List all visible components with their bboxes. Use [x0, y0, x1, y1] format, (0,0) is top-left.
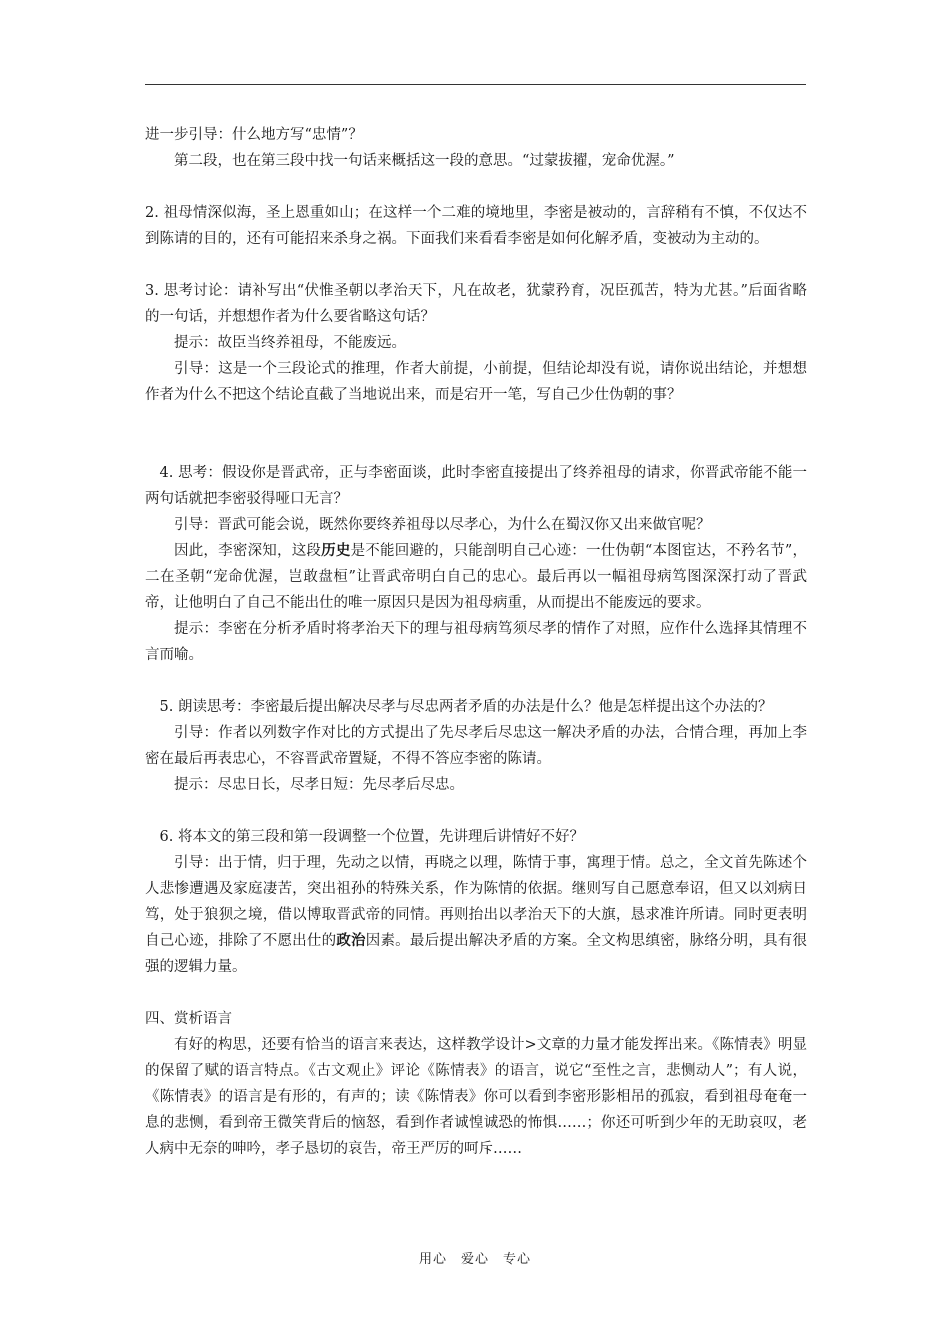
guide-6 [145, 850, 807, 980]
question-5: 5. 朗读思考：李密最后提出解决尽孝与尽忠两者矛盾的办法是什么？他是怎样提出这个办法的？ [159, 699, 773, 715]
header-rule [145, 84, 806, 85]
text-span: 因素。最后提出解决矛盾的方案。全文构思缜密，脉络分明，具有很强的逻辑力量。 [145, 933, 808, 975]
paragraph: 第二段，也在第三段中找一句话来概括这一段的意思。“过蒙拔擢，宠命优渥。” [174, 153, 675, 169]
guide-3: 引导：这是一个三段论式的推理，作者大前提，小前提，但结论却没有说，请你说出结论，并想想作者为什么不把这个结论直截了当地说出来，而是宕开一笔，写自己少仕伪朝的事？ [145, 361, 807, 403]
guide-5: 引导：作者以列数字作对比的方式提出了先尽孝后尽忠这一解决矛盾的办法，合情合理，再加上李密在最后再表忠心，不容晋武帝置疑，不得不答应李密的陈请。 [145, 725, 807, 767]
text-span: 因此，李密深知，这段 [174, 543, 322, 559]
question-2: 2. 祖母情深似海，圣上恩重如山；在这样一个二难的境地里，李密是被动的，言辞稍有不慎，不仅达不到陈请的目的，还有可能招来杀身之祸。下面我们来看看李密是如何化解矛盾，变被动为主动的。 [145, 205, 807, 247]
hint-5: 提示：尽忠日长，尽孝日短：先尽孝后尽忠。 [174, 777, 464, 793]
question-6: 6. 将本文的第三段和第一段调整一个位置，先讲理后讲情好不好？ [159, 829, 584, 845]
guide-line: 进一步引导：什么地方写“忠情”？ [145, 127, 363, 143]
text-span: 是不能回避的，只能剖明自己心迹：一仕伪朝“本图宦达，不矜名节”，二在圣朝“宠命优渥，岂敢盘桓”让晋武帝明白自己的忠心。最后再以一幅祖母病笃图深深打动了晋武帝，让他明白了自己不能出仕的唯一原因只是因为祖母病重，从而提出不能废远的要求。 [145, 543, 808, 611]
hint-4: 提示：李密在分析矛盾时将孝治天下的理与祖母病笃须尽孝的情作了对照，应作什么选择其情理不言而喻。 [145, 621, 807, 663]
text-span: 引导：出于情，归于理，先动之以情，再晓之以理，陈情于事，寓理于情。总之，全文首先陈述个人悲惨遭遇及家庭凄苦，突出祖孙的特殊关系，作为陈情的依据。继则写自己愿意奉诏，但又以刘病日笃，处于狼狈之境，借以博取晋武帝的同情。再则抬出以孝治天下的大旗，恳求准许所请。同时更表明自己心迹，排除了不愿出仕的 [145, 855, 807, 949]
guide-4: 引导：晋武可能会说，既然你要终养祖母以尽孝心，为什么在蜀汉你又出来做官呢？ [174, 517, 711, 533]
page-footer: 用心 爱心 专心 [418, 1252, 531, 1267]
hint-3: 提示：故臣当终养祖母，不能废远。 [174, 335, 406, 351]
document-body [145, 122, 807, 1162]
keyword-politics: 政治 [336, 933, 366, 949]
section-title: 四、赏析语言 [145, 1011, 232, 1027]
keyword-history: 历史 [321, 543, 351, 559]
question-4: 4. 思考：假设你是晋武帝，正与李密面谈，此时李密直接提出了终养祖母的请求，你晋武帝能不能一两句话就把李密驳得哑口无言？ [145, 465, 807, 507]
question-3: 3. 思考讨论：请补写出“伏惟圣朝以孝治天下，凡在故老，犹蒙矜育，况臣孤苦，特为尤甚。”后面省略的一句话，并想想作者为什么要省略这句话？ [145, 283, 807, 325]
paragraph-4 [145, 538, 807, 616]
section-body: 有好的构思，还要有恰当的语言来表达，这样教学设计>文章的力量才能发挥出来。《陈情表》明显的保留了赋的语言特点。《古文观止》评论《陈情表》的语言，说它“至性之言，悲恻动人”；有人说，《陈情表》的语言是有形的，有声的；读《陈情表》你可以看到李密形影相吊的孤寂，看到祖母奄奄一息的悲恻，看到帝王微笑背后的恼怒，看到作者诚惶诚恐的怖惧……；你还可听到少年的无助哀叹，老人病中无奈的呻吟，孝子恳切的哀告，帝王严厉的呵斥…… [145, 1037, 807, 1157]
